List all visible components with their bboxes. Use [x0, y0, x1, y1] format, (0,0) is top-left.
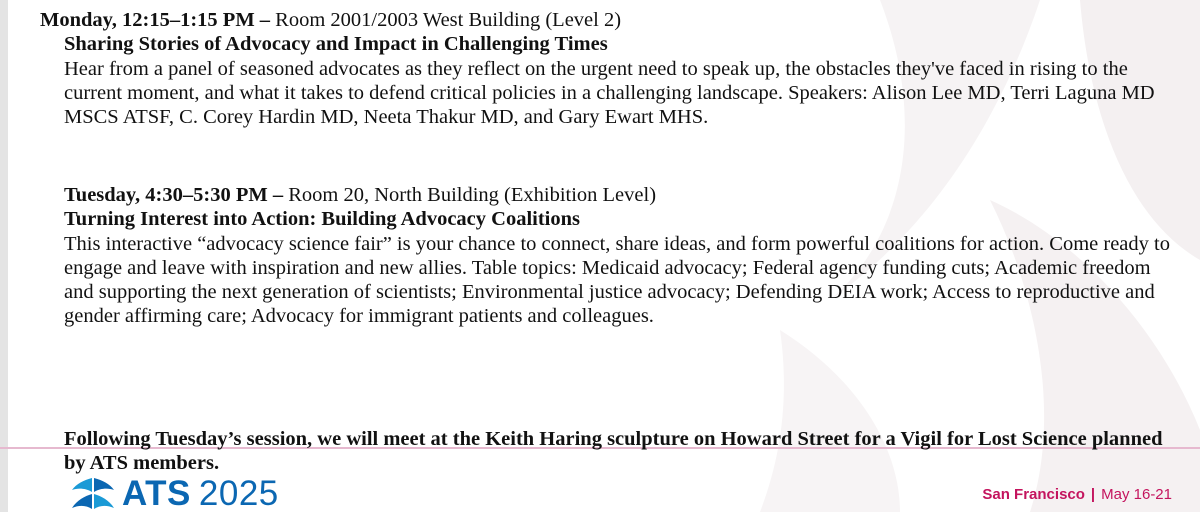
- session-header: [64, 183, 1190, 207]
- logo-wordmark: [122, 476, 279, 512]
- session-day-time: Monday, 12:15–1:15 PM: [40, 9, 255, 31]
- session-description: Hear from a panel of seasoned advocates as they reflect on the urgent need to speak up, the obstacles they've faced in rising to the current moment, and what it takes to defend critical policies in a challenging landscape. Speakers: Alison Lee MD, Terri Laguna MD MSCS ATSF, C. Corey Hardin MD, Neeta Thakur MD, and Gary Ewart MHS.: [64, 57, 1155, 129]
- session-location: Room 20, North Building (Exhibition Level): [288, 184, 657, 206]
- logo-org: ATS: [122, 474, 191, 512]
- session-dash: –: [272, 184, 284, 206]
- session-title: Sharing Stories of Advocacy and Impact in Challenging Times: [64, 33, 608, 56]
- session-location: Room 2001/2003 West Building (Level 2): [275, 9, 622, 31]
- footer-separator: |: [1090, 486, 1096, 503]
- vigil-notice: Following Tuesday’s session, we will meet at the Keith Haring sculpture on Howard Street for a Vigil for Lost Science planned by ATS members.: [64, 428, 1163, 475]
- event-location-dates: [982, 486, 1172, 504]
- ats-lungs-logo-icon: [70, 476, 116, 512]
- session-dash: –: [259, 9, 271, 31]
- session-tuesday: [40, 183, 1190, 329]
- session-description: This interactive “advocacy science fair” is your chance to connect, share ideas, and form powerful coalitions for action. Come ready to engage and leave with inspiration and new allies. Table topics: Medicaid advocacy; Federal agency funding cuts; Academic freedom and supporting the next generation of scientists; Environmental justice advocacy; Defending DEIA work; Access to reproductive and gender affirming care; Advocacy for immigrant patients and colleagues.: [64, 232, 1170, 328]
- session-monday: [40, 8, 1190, 129]
- event-dates: May 16-21: [1101, 486, 1172, 503]
- session-day-time: Tuesday, 4:30–5:30 PM: [64, 184, 268, 206]
- session-header: [40, 8, 1190, 32]
- logo-year: 2025: [198, 474, 279, 512]
- session-title: Turning Interest into Action: Building Advocacy Coalitions: [64, 208, 581, 231]
- ats-2025-logo: [70, 476, 279, 512]
- event-city: San Francisco: [982, 486, 1085, 503]
